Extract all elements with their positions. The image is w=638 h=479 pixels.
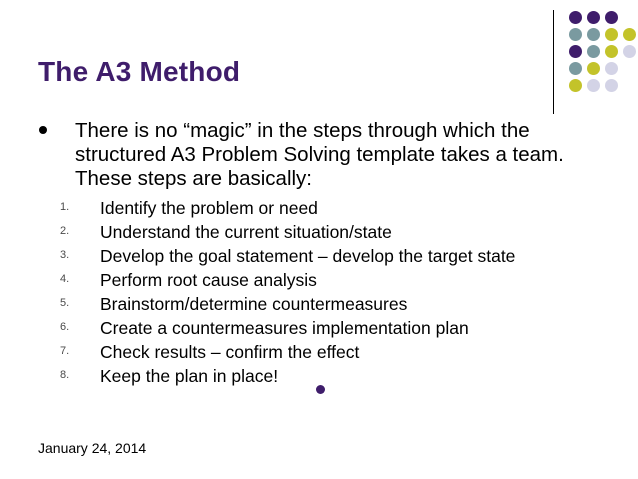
step-text: Create a countermeasures implementation plan [100, 318, 469, 338]
decor-dot [587, 28, 600, 41]
bullet-text: There is no “magic” in the steps through which the structured A3 Problem Solving template takes a team. These steps are basically: [75, 119, 564, 190]
decor-dot [623, 28, 636, 41]
decor-dot [605, 62, 618, 75]
step-number: 1. [60, 201, 70, 213]
list-item [0, 341, 638, 365]
step-number: 2. [60, 225, 70, 237]
list-item [0, 197, 638, 221]
step-text: Keep the plan in place! [100, 366, 279, 386]
decor-dot [605, 28, 618, 41]
decor-dot [605, 45, 618, 58]
decor-dot [569, 11, 582, 24]
decor-dot [569, 62, 582, 75]
step-text: Brainstorm/determine countermeasures [100, 294, 408, 314]
decor-dot [587, 45, 600, 58]
decor-dot [569, 79, 582, 92]
step-number: 8. [60, 369, 70, 381]
decor-dot [587, 62, 600, 75]
decor-dot [569, 28, 582, 41]
step-text: Perform root cause analysis [100, 270, 317, 290]
list-item [0, 293, 638, 317]
step-number: 7. [60, 345, 70, 357]
step-number: 3. [60, 249, 70, 261]
step-number: 6. [60, 321, 70, 333]
end-bullet-icon [316, 385, 325, 394]
footer-date: January 24, 2014 [38, 440, 147, 456]
bullet-icon [39, 126, 47, 134]
slide-title: The A3 Method [38, 56, 241, 87]
step-number: 5. [60, 297, 70, 309]
decor-dot [569, 45, 582, 58]
decor-dot [605, 11, 618, 24]
step-text: Develop the goal statement – develop the target state [100, 246, 516, 266]
list-item [0, 317, 638, 341]
decor-dot [623, 45, 636, 58]
steps-list [0, 197, 638, 389]
step-text: Understand the current situation/state [100, 222, 392, 242]
decor-dot [605, 79, 618, 92]
decor-divider-line [553, 10, 554, 114]
list-item [0, 221, 638, 245]
step-text: Identify the problem or need [100, 198, 318, 218]
list-item [0, 269, 638, 293]
step-number: 4. [60, 273, 70, 285]
step-text: Check results – confirm the effect [100, 342, 360, 362]
decor-dot [587, 11, 600, 24]
decor-dot [587, 79, 600, 92]
list-item [0, 245, 638, 269]
